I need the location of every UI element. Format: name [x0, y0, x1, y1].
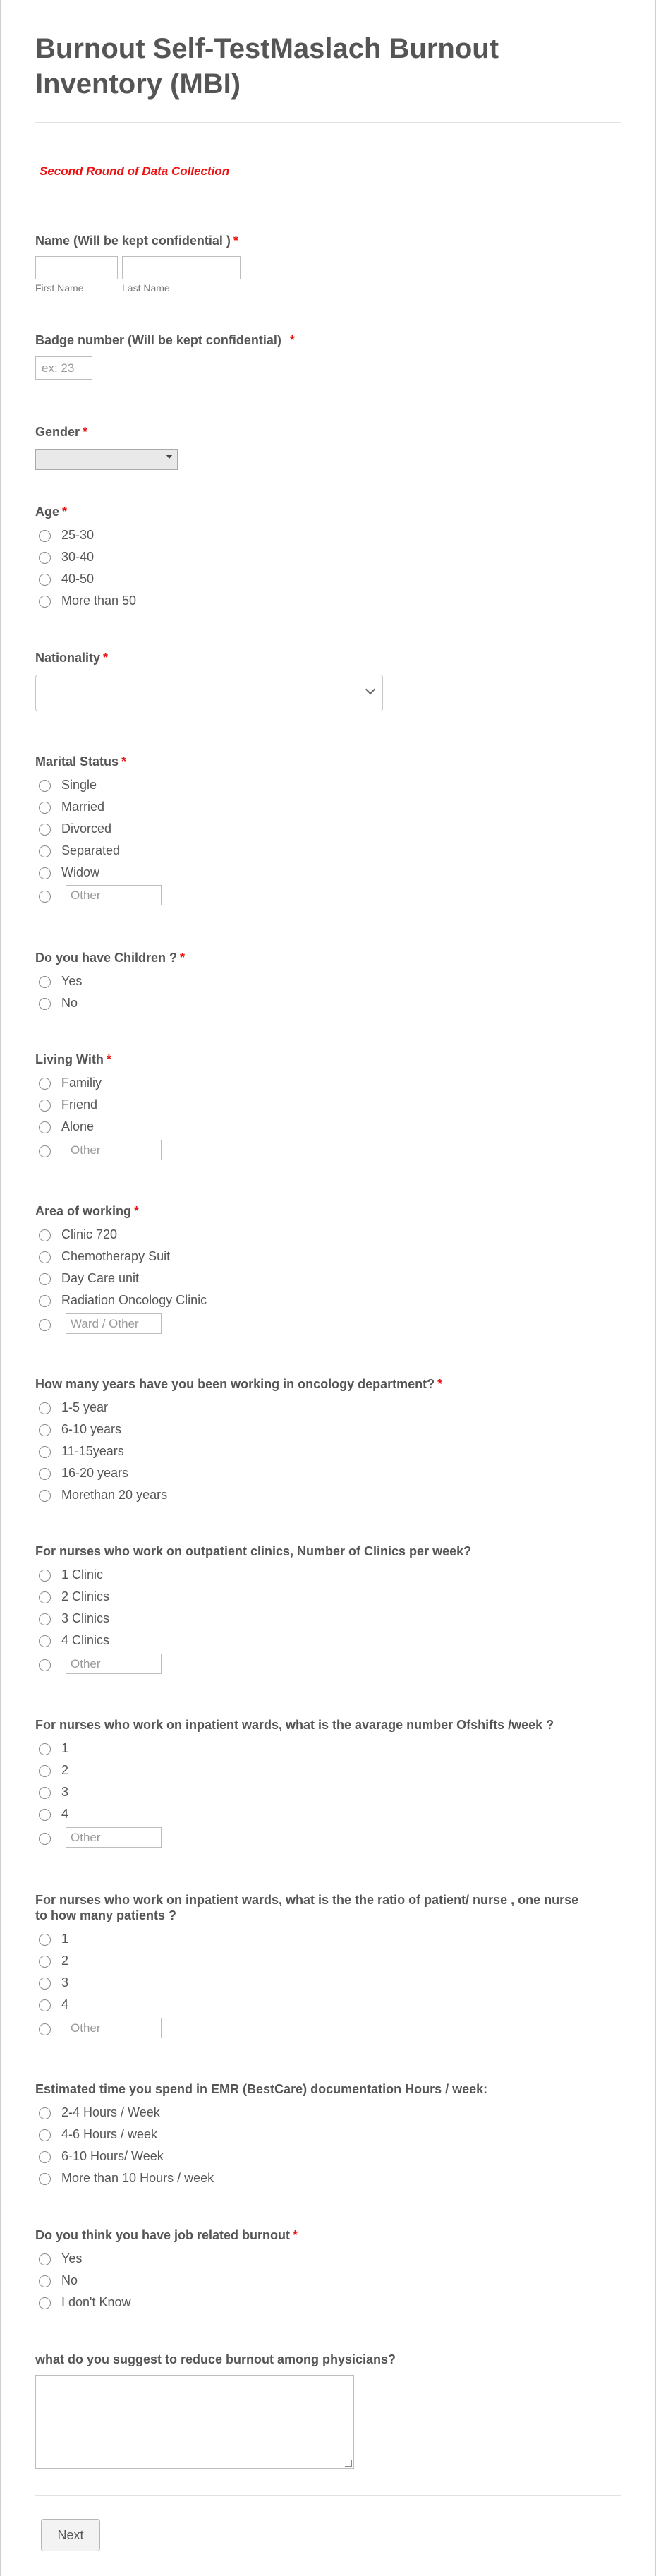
radio-button[interactable]	[39, 2151, 51, 2163]
radio-button[interactable]	[39, 1956, 51, 1968]
clinics-other-input[interactable]: Other	[66, 1654, 162, 1674]
radio-button[interactable]	[39, 1402, 51, 1414]
badge-number-input[interactable]	[35, 356, 92, 380]
radio-button[interactable]	[39, 2023, 51, 2035]
last-name-sublabel: Last Name	[122, 282, 170, 294]
radio-button[interactable]	[39, 1743, 51, 1755]
gender-select[interactable]	[35, 449, 178, 470]
radio-button[interactable]	[39, 1591, 51, 1603]
radio-button[interactable]	[39, 891, 51, 903]
living-question: Living With *	[35, 1052, 111, 1066]
radio-button[interactable]	[39, 1295, 51, 1307]
required-mark: *	[180, 951, 186, 965]
shifts-other-input[interactable]: Other	[66, 1827, 162, 1848]
radio-button[interactable]	[39, 1999, 51, 2011]
nationality-select[interactable]	[35, 675, 383, 711]
nationality-question: Nationality *	[35, 651, 109, 665]
radio-button[interactable]	[39, 1251, 51, 1263]
radio-button[interactable]	[39, 824, 51, 836]
radio-button[interactable]	[39, 1100, 51, 1112]
required-mark: *	[293, 2228, 298, 2242]
radio-button[interactable]	[39, 1613, 51, 1625]
radio-button[interactable]	[39, 596, 51, 608]
radio-button[interactable]	[39, 1078, 51, 1090]
radio-button[interactable]	[39, 2297, 51, 2309]
radio-button[interactable]	[39, 1145, 51, 1157]
emr-question: Estimated time you spend in EMR (BestCare) documentation Hours / week:	[35, 2082, 488, 2096]
next-button[interactable]: Next	[41, 2519, 100, 2551]
radio-button[interactable]	[39, 1468, 51, 1480]
badge-question: Badge number (Will be kept confidential) *	[35, 333, 295, 347]
required-mark: *	[106, 1052, 111, 1066]
radio-button[interactable]	[39, 2173, 51, 2185]
radio-button[interactable]	[39, 1570, 51, 1582]
burnout-question: Do you think you have job related burnout *	[35, 2228, 298, 2242]
marital-question: Marital Status *	[35, 754, 127, 769]
resize-grip-icon[interactable]	[345, 2460, 352, 2467]
footer-divider	[35, 2495, 621, 2496]
age-question: Age *	[35, 505, 68, 519]
form-page: Burnout Self-TestMaslach Burnout Inventory (MBI) Second Round of Data Collection Name (Will be kept confidential ) * First Name Last Name Badge number (Will be kept confidential) * ex: 23 Gender * Age * 25-30 30-40 40-50 More than 50 Nationality * Marital Status * Single Married Divorced Separated Widow Other Do you have Children ? * Yes No Living With * Familiy Friend Alone Other Area of working * Clinic 720 Chemotherapy Suit Day Care unit Radiation Oncology Clinic Ward / Other How many years have you been working in oncology department? * 1-5 year 6-10 years 11-15years 16-20 years Morethan 20 years For nurses who work on outpatient clinics, Number of Clinics per week? 1 Clinic 2 Clinics 3 Clinics 4 Clinics Other For nurses who work on inpatient wards, what is the avarage number Ofshifts /week ? 1 2 3 4 Other For nurses who work on inpatient wards, what is the the ratio of patient/ nurse , one nurse to how many patients ? 1 2 3 4 Other Estimated time you spend in EMR (BestCare) documentation Hours / week: 2-4 Hours / Week 4-6 Hours / week 6-10 Hours/ Week More than 10 Hours / week Do you think you have job related burnout * Yes No I don't Know what do you suggest to reduce burnout among physicians? Next	[0, 0, 656, 2576]
required-mark: *	[233, 234, 238, 248]
shifts-question: For nurses who work on inpatient wards, what is the avarage number Ofshifts /week ?	[35, 1718, 554, 1732]
form-title: Burnout Self-TestMaslach Burnout Inventory (MBI)	[35, 33, 499, 100]
radio-button[interactable]	[39, 780, 51, 792]
chevron-down-icon	[365, 685, 375, 694]
radio-button[interactable]	[39, 1787, 51, 1799]
radio-button[interactable]	[39, 574, 51, 586]
gender-question: Gender *	[35, 425, 88, 439]
suggest-question: what do you suggest to reduce burnout among physicians?	[35, 2352, 396, 2366]
radio-button[interactable]	[39, 1659, 51, 1671]
radio-button[interactable]	[39, 867, 51, 879]
required-mark: *	[134, 1204, 140, 1218]
clinics-question: For nurses who work on outpatient clinics, Number of Clinics per week?	[35, 1544, 472, 1558]
name-question: Name (Will be kept confidential ) *	[35, 234, 238, 248]
area-question: Area of working *	[35, 1204, 140, 1218]
radio-button[interactable]	[39, 1273, 51, 1285]
radio-button[interactable]	[39, 2253, 51, 2265]
required-mark: *	[103, 651, 109, 665]
required-mark: *	[289, 333, 295, 347]
title-divider	[35, 122, 621, 123]
area-other-input[interactable]: Ward / Other	[66, 1313, 162, 1334]
radio-button[interactable]	[39, 530, 51, 542]
radio-button[interactable]	[39, 1446, 51, 1458]
radio-button[interactable]	[39, 1934, 51, 1946]
radio-button[interactable]	[39, 2129, 51, 2141]
radio-button[interactable]	[39, 802, 51, 814]
radio-button[interactable]	[39, 2275, 51, 2287]
required-mark: *	[437, 1377, 443, 1391]
radio-button[interactable]	[39, 998, 51, 1010]
children-question: Do you have Children ? *	[35, 951, 186, 965]
radio-button[interactable]	[39, 1229, 51, 1241]
radio-button[interactable]	[39, 976, 51, 988]
radio-button[interactable]	[39, 1833, 51, 1845]
radio-button[interactable]	[39, 1978, 51, 1990]
radio-button[interactable]	[39, 1809, 51, 1821]
chevron-down-icon	[166, 455, 173, 459]
required-mark: *	[121, 754, 127, 769]
radio-button[interactable]	[39, 1121, 51, 1133]
ratio-other-input[interactable]: Other	[66, 2018, 162, 2038]
marital-other-input[interactable]: Other	[66, 885, 162, 905]
radio-button[interactable]	[39, 1424, 51, 1436]
radio-button[interactable]	[39, 552, 51, 564]
suggestion-textarea[interactable]	[35, 2375, 354, 2469]
required-mark: *	[83, 425, 88, 439]
radio-button[interactable]	[39, 1765, 51, 1777]
years-question: How many years have you been working in oncology department? *	[35, 1377, 443, 1391]
radio-button[interactable]	[39, 1319, 51, 1331]
first-name-sublabel: First Name	[35, 282, 84, 294]
radio-button[interactable]	[39, 845, 51, 857]
required-mark: *	[62, 505, 68, 519]
living-other-input[interactable]: Other	[66, 1140, 162, 1160]
radio-button[interactable]	[39, 1635, 51, 1647]
last-name-input[interactable]	[122, 256, 241, 279]
badge-placeholder: ex: 23	[42, 361, 75, 375]
ratio-question: For nurses who work on inpatient wards, what is the the ratio of patient/ nurse , one nurse to how many patients ?	[35, 1893, 579, 1922]
form-subtitle: Second Round of Data Collection	[40, 164, 230, 178]
radio-button[interactable]	[39, 2107, 51, 2119]
radio-button[interactable]	[39, 1490, 51, 1502]
first-name-input[interactable]	[35, 256, 118, 279]
